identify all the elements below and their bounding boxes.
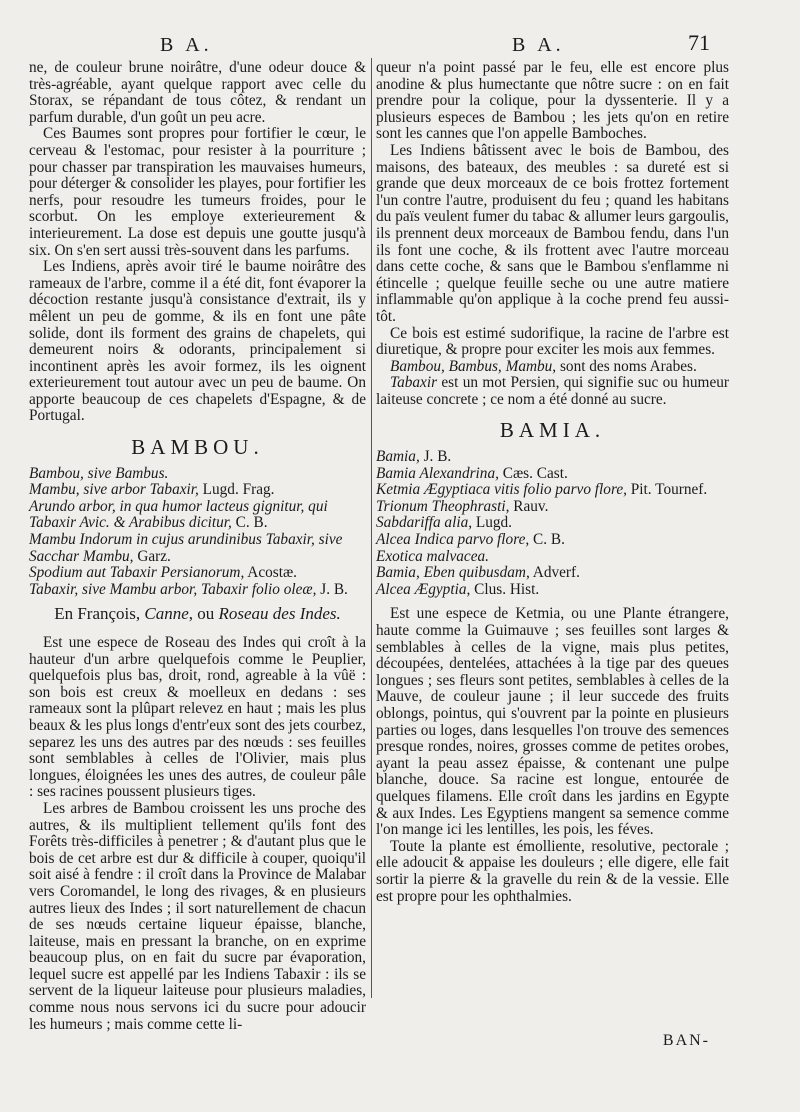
right-paragraph-3: Ce bois est estimé sudorifique, la racine de l'arbre est diuretique, & propre pour exciter les mois aux femmes. xyxy=(376,324,729,359)
right-paragraph-6: Est une espece de Ketmia, ou une Plante étrangere, haute comme la Guimauve ; ses feuilles sont larges & semblables à celles de la vigne, mais plus petites, découpées, dentelées, attachées à la tige par des queues longues ; ses fleurs sont petites, semblables à celles de la Mauve, de couleur jaune ; il leur succede des fruits oblongs, pointus, qui s'ouvrent par la pointe en plusieurs parties ou loges, dans lesquelles l'on trouve des semences presque rondes, noires, grosses comme de petites orobes, ayant la peau assez épaisse, & contenant une pulpe blanche, douce. Sa racine est longue, entourée de quelques filamens. Elle croît dans les jardins en Egypte & aux Indes. Les Egyptiens mangent sa semence comme l'on mange ici les lentilles, les pois, les féves. xyxy=(376,605,729,839)
synonym-line: Bamia Alexandrina, Cæs. Cast. xyxy=(376,464,568,482)
synonym-line: Alcea Ægyptia, Clus. Hist. xyxy=(376,580,540,598)
right-paragraph-2: Les Indiens bâtissent avec le bois de Bambou, des maisons, des bateaux, des meubles : sa dureté est si grande que deux morceaux de ce bois frottez fortement l'un contre l'autre, produisent du feu ; quand les habitans du païs veulent fumer du tabac & allumer leurs gargoulis, ils prennent deux morceaux de Bambou fendu, dans l'un ils font une coche, & ils frottent avec l'autre morceau dans cette coche, & sans que le Bambou s'enflamme ni étincelle ; quelque feuille seche ou une autre matiere inflammable qu'on applique à la coche prend feu aussi-tôt. xyxy=(376,141,729,325)
right-running-head: B A. xyxy=(512,34,565,56)
entry-heading-bambou: BAMBOU. xyxy=(131,435,264,460)
synonym-line: Alcea Indica parvo flore, C. B. xyxy=(376,531,565,549)
left-paragraph-3: Les Indiens, après avoir tiré le baume noirâtre des rameaux de l'arbre, comme il a été dit, font évaporer la décoction restante jusqu'à consistance d'extrait, ils y mêlent un peu de gomme, & ils en font une pâte solide, dont ils forment des grains de chapelets, qui demeurent noirs & odorants, principalement si incontinent après les avoir formez, ils les oignent exterieurement tout autour avec un peu de baume. On apporte beaucoup de ces chapelets d'Espagne, & de Portugal. xyxy=(29,258,366,425)
catchword: BAN- xyxy=(662,1032,710,1049)
right-paragraph-7: Toute la plante est émolliente, resolutive, pectorale ; elle adoucit & appaise les douleurs ; elle digere, elle fait sortir la pierre & la gravelle du rein & de la vessie. Elle est propre pour les ophthalmies. xyxy=(376,837,729,905)
left-paragraph-1: ne, de couleur brune noirâtre, d'une odeur douce & très-agréable, ayant quelque rapport avec celle du Storax, se répandant de tous côtez, & rendant un parfum durable, d'un goût un peu acre. xyxy=(29,59,366,126)
synonym-line: Bamia, Eben quibusdam, Adverf. xyxy=(376,564,580,582)
synonym-line: Mambu Indorum in cujus arundinibus Tabaxir, sive Sacchar Mambu, Garz. xyxy=(29,531,343,565)
page-number: 71 xyxy=(688,30,710,55)
right-paragraph-5: Tabaxir est un mot Persien, qui signifie suc ou humeur laiteuse concrete ; ce nom a été donné au sucre. xyxy=(376,374,729,408)
synonym-line: Bamia, J. B. xyxy=(376,448,452,466)
left-paragraph-5: Les arbres de Bambou croissent les uns proche des autres, & ils multiplient tellement qu'ils font des Forêts très-difficiles à penetrer ; & d'autant plus que le bois de cet arbre est dur & difficile à couper, quoiqu'il soit aisé à fendre : il croît dans la Province de Malabar vers Coromandel, le long des rivages, & en plusieurs autres lieux des Indes ; il sort naturellement de chacun de ses nœuds certaine liqueur épaisse, blanche, laiteuse, mais en pressant la branche, on en exprime beaucoup plus, on en fait du sucre par évaporation, lequel sucre est appellé par les Indiens Tabaxir : ils se servent de la liqueur laiteuse pour plusieurs maladies, comme nous nous servons ici du sucre pour adoucir les humeurs ; mais comme cette li- xyxy=(29,799,366,1033)
right-paragraph-1: queur n'a point passé par le feu, elle est encore plus anodine & plus humectante que nôtre sucre : on en fait prendre pour la colique, pour la dyssenterie. Il y a plusieurs especes de Bambou ; les jets qu'on en retire sont les cannes que l'on appelle Bamboches. xyxy=(376,59,729,143)
synonym-line: Trionum Theophrasti, Rauv. xyxy=(376,497,549,515)
french-name-line: En François, Canne, ou Roseau des Indes. xyxy=(54,604,341,624)
right-paragraph-4: Bambou, Bambus, Mambu, sont des noms Arabes. xyxy=(390,357,697,375)
synonym-line: Exotica malvacea. xyxy=(376,547,489,565)
bambou-synonyms xyxy=(29,466,366,599)
left-running-head: B A. xyxy=(160,34,213,56)
column-divider xyxy=(371,58,372,998)
synonym-line: Ketmia Ægyptiaca vitis folio parvo flore, Pit. Tournef. xyxy=(376,481,708,499)
left-paragraph-4: Est une espece de Roseau des Indes qui croît à la hauteur d'un arbre quelquefois comme le Peuplier, quelquefois plus bas, droit, rond, agreable à la vûë : son bois est creux & moelleux en dedans : ses rameaux sont la plûpart relevez en haut ; mais les plus beaux & les plus longs d'entr'eux sont des jets courbez, separez les uns des autres par des nœuds : ses feuilles sont semblables à celles de l'Olivier, mais plus longues, éloignées les unes des autres, de couleur pâle : ses racines poussent plusieurs tiges. xyxy=(29,634,366,801)
synonym-line: Arundo arbor, in qua humor lacteus gignitur, qui Tabaxir Avic. & Arabibus dicitur, C. B. xyxy=(29,497,328,532)
synonym-line: Sabdariffa alia, Lugd. xyxy=(376,514,512,532)
entry-heading-bamia: BAMIA. xyxy=(499,418,606,443)
left-paragraph-2: Ces Baumes sont propres pour fortifier le cœur, le cerveau & l'estomac, pour resister à la pourriture ; pour chasser par transpiration les mauvaises humeurs, pour déterger & consolider les playes, pour fortifier les nerfs, pour resoudre les tumeurs froides, pour le scorbut. On les employe exterieurement & interieurement. La dose est depuis une goutte jusqu'à six. On s'en sert aussi très-souvent dans les parfums. xyxy=(29,125,366,259)
left-column xyxy=(29,60,366,1033)
right-column xyxy=(376,60,729,905)
bamia-synonyms xyxy=(376,449,729,598)
synonym-line: Mambu, sive arbor Tabaxir, Lugd. Frag. xyxy=(29,481,275,499)
synonym-line: Tabaxir, sive Mambu arbor, Tabaxir folio oleæ, J. B. xyxy=(29,580,348,598)
synonym-line: Bambou, sive Bambus. xyxy=(29,464,169,482)
synonym-line: Spodium aut Tabaxir Persianorum, Acostæ. xyxy=(29,564,298,582)
